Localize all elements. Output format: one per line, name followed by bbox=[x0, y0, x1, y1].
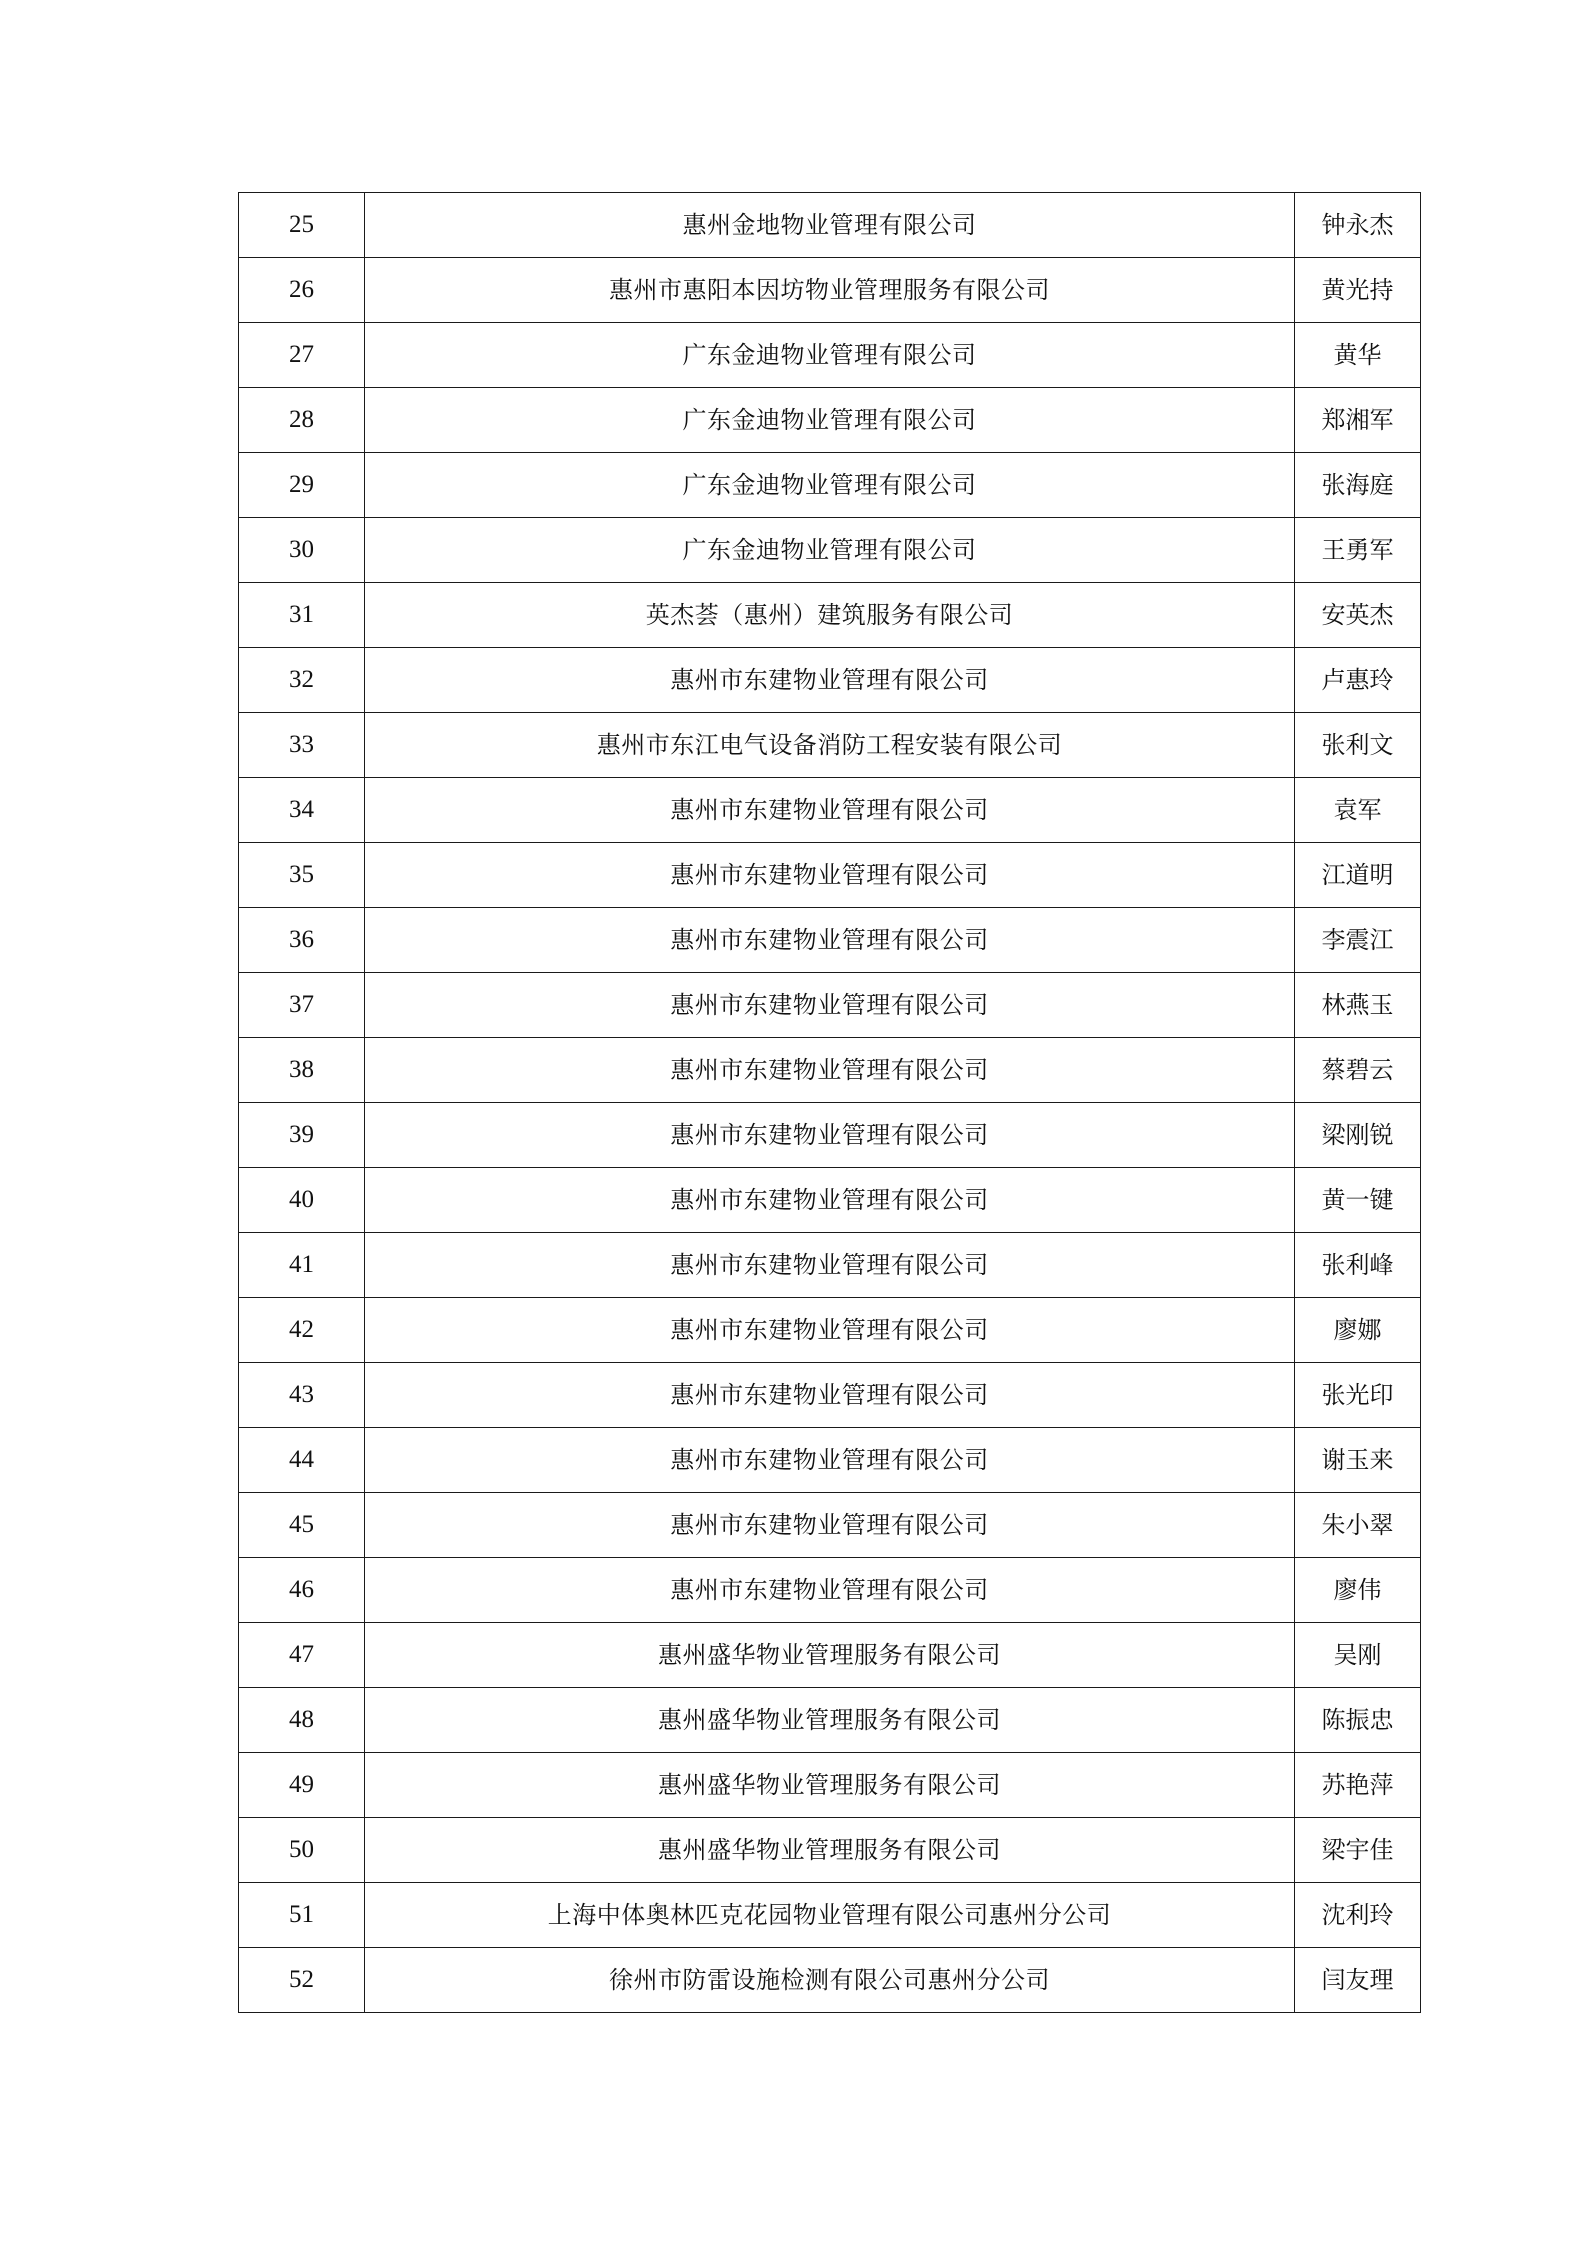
table-row bbox=[239, 1298, 1421, 1363]
company-name: 惠州市东建物业管理有限公司 bbox=[365, 1493, 1295, 1558]
person-name: 谢玉来 bbox=[1295, 1428, 1421, 1493]
table-row bbox=[239, 388, 1421, 453]
row-number: 35 bbox=[239, 843, 365, 908]
row-number: 32 bbox=[239, 648, 365, 713]
row-number: 51 bbox=[239, 1883, 365, 1948]
company-name: 惠州市东建物业管理有限公司 bbox=[365, 843, 1295, 908]
company-name: 惠州市东建物业管理有限公司 bbox=[365, 1558, 1295, 1623]
row-number: 36 bbox=[239, 908, 365, 973]
row-number: 31 bbox=[239, 583, 365, 648]
person-name: 张海庭 bbox=[1295, 453, 1421, 518]
row-number: 49 bbox=[239, 1753, 365, 1818]
person-name: 江道明 bbox=[1295, 843, 1421, 908]
personnel-table bbox=[238, 192, 1421, 2013]
table-row bbox=[239, 323, 1421, 388]
person-name: 闫友理 bbox=[1295, 1948, 1421, 2013]
person-name: 郑湘军 bbox=[1295, 388, 1421, 453]
company-name: 徐州市防雷设施检测有限公司惠州分公司 bbox=[365, 1948, 1295, 2013]
person-name: 廖娜 bbox=[1295, 1298, 1421, 1363]
row-number: 33 bbox=[239, 713, 365, 778]
row-number: 25 bbox=[239, 193, 365, 258]
row-number: 39 bbox=[239, 1103, 365, 1168]
row-number: 28 bbox=[239, 388, 365, 453]
table-row bbox=[239, 713, 1421, 778]
table-row bbox=[239, 258, 1421, 323]
company-name: 英杰荟（惠州）建筑服务有限公司 bbox=[365, 583, 1295, 648]
row-number: 41 bbox=[239, 1233, 365, 1298]
table-row bbox=[239, 193, 1421, 258]
row-number: 43 bbox=[239, 1363, 365, 1428]
company-name: 惠州金地物业管理有限公司 bbox=[365, 193, 1295, 258]
person-name: 张利峰 bbox=[1295, 1233, 1421, 1298]
table-row bbox=[239, 1883, 1421, 1948]
row-number: 50 bbox=[239, 1818, 365, 1883]
person-name: 张利文 bbox=[1295, 713, 1421, 778]
table-row bbox=[239, 1948, 1421, 2013]
person-name: 陈振忠 bbox=[1295, 1688, 1421, 1753]
person-name: 王勇军 bbox=[1295, 518, 1421, 583]
person-name: 张光印 bbox=[1295, 1363, 1421, 1428]
row-number: 30 bbox=[239, 518, 365, 583]
company-name: 惠州盛华物业管理服务有限公司 bbox=[365, 1623, 1295, 1688]
table-row bbox=[239, 1818, 1421, 1883]
person-name: 钟永杰 bbox=[1295, 193, 1421, 258]
table-row bbox=[239, 1623, 1421, 1688]
table-row bbox=[239, 1688, 1421, 1753]
table-row bbox=[239, 1363, 1421, 1428]
person-name: 廖伟 bbox=[1295, 1558, 1421, 1623]
table-row bbox=[239, 518, 1421, 583]
row-number: 44 bbox=[239, 1428, 365, 1493]
person-name: 袁军 bbox=[1295, 778, 1421, 843]
row-number: 38 bbox=[239, 1038, 365, 1103]
person-name: 卢惠玲 bbox=[1295, 648, 1421, 713]
company-name: 广东金迪物业管理有限公司 bbox=[365, 518, 1295, 583]
person-name: 黄光持 bbox=[1295, 258, 1421, 323]
company-name: 惠州市东建物业管理有限公司 bbox=[365, 1233, 1295, 1298]
table-row bbox=[239, 778, 1421, 843]
person-name: 李震江 bbox=[1295, 908, 1421, 973]
company-name: 惠州市东建物业管理有限公司 bbox=[365, 973, 1295, 1038]
person-name: 苏艳萍 bbox=[1295, 1753, 1421, 1818]
row-number: 34 bbox=[239, 778, 365, 843]
table-row bbox=[239, 1103, 1421, 1168]
company-name: 惠州盛华物业管理服务有限公司 bbox=[365, 1818, 1295, 1883]
person-name: 黄华 bbox=[1295, 323, 1421, 388]
company-name: 广东金迪物业管理有限公司 bbox=[365, 453, 1295, 518]
table-row bbox=[239, 1428, 1421, 1493]
row-number: 45 bbox=[239, 1493, 365, 1558]
table-row bbox=[239, 453, 1421, 518]
company-name: 上海中体奥林匹克花园物业管理有限公司惠州分公司 bbox=[365, 1883, 1295, 1948]
company-name: 惠州市东建物业管理有限公司 bbox=[365, 1103, 1295, 1168]
row-number: 40 bbox=[239, 1168, 365, 1233]
company-name: 广东金迪物业管理有限公司 bbox=[365, 323, 1295, 388]
company-name: 惠州盛华物业管理服务有限公司 bbox=[365, 1753, 1295, 1818]
company-name: 惠州市东建物业管理有限公司 bbox=[365, 778, 1295, 843]
table-row bbox=[239, 1753, 1421, 1818]
table-row bbox=[239, 1233, 1421, 1298]
row-number: 29 bbox=[239, 453, 365, 518]
person-name: 黄一键 bbox=[1295, 1168, 1421, 1233]
person-name: 吴刚 bbox=[1295, 1623, 1421, 1688]
row-number: 27 bbox=[239, 323, 365, 388]
company-name: 惠州市东建物业管理有限公司 bbox=[365, 1168, 1295, 1233]
table-row bbox=[239, 583, 1421, 648]
company-name: 惠州市东建物业管理有限公司 bbox=[365, 908, 1295, 973]
table-row bbox=[239, 908, 1421, 973]
company-name: 惠州市东建物业管理有限公司 bbox=[365, 1428, 1295, 1493]
table-row bbox=[239, 973, 1421, 1038]
row-number: 37 bbox=[239, 973, 365, 1038]
row-number: 46 bbox=[239, 1558, 365, 1623]
company-name: 惠州市东江电气设备消防工程安装有限公司 bbox=[365, 713, 1295, 778]
row-number: 42 bbox=[239, 1298, 365, 1363]
table-row bbox=[239, 1493, 1421, 1558]
company-name: 惠州盛华物业管理服务有限公司 bbox=[365, 1688, 1295, 1753]
person-name: 梁刚锐 bbox=[1295, 1103, 1421, 1168]
table-row bbox=[239, 1168, 1421, 1233]
company-name: 惠州市东建物业管理有限公司 bbox=[365, 1298, 1295, 1363]
table-row bbox=[239, 648, 1421, 713]
table-row bbox=[239, 843, 1421, 908]
person-name: 林燕玉 bbox=[1295, 973, 1421, 1038]
person-name: 朱小翠 bbox=[1295, 1493, 1421, 1558]
row-number: 47 bbox=[239, 1623, 365, 1688]
company-name: 惠州市惠阳本因坊物业管理服务有限公司 bbox=[365, 258, 1295, 323]
person-name: 沈利玲 bbox=[1295, 1883, 1421, 1948]
person-name: 蔡碧云 bbox=[1295, 1038, 1421, 1103]
company-name: 惠州市东建物业管理有限公司 bbox=[365, 648, 1295, 713]
personnel-table-body bbox=[239, 193, 1421, 2013]
table-row bbox=[239, 1558, 1421, 1623]
company-name: 惠州市东建物业管理有限公司 bbox=[365, 1363, 1295, 1428]
row-number: 26 bbox=[239, 258, 365, 323]
table-row bbox=[239, 1038, 1421, 1103]
row-number: 52 bbox=[239, 1948, 365, 2013]
row-number: 48 bbox=[239, 1688, 365, 1753]
person-name: 梁宇佳 bbox=[1295, 1818, 1421, 1883]
company-name: 广东金迪物业管理有限公司 bbox=[365, 388, 1295, 453]
person-name: 安英杰 bbox=[1295, 583, 1421, 648]
company-name: 惠州市东建物业管理有限公司 bbox=[365, 1038, 1295, 1103]
